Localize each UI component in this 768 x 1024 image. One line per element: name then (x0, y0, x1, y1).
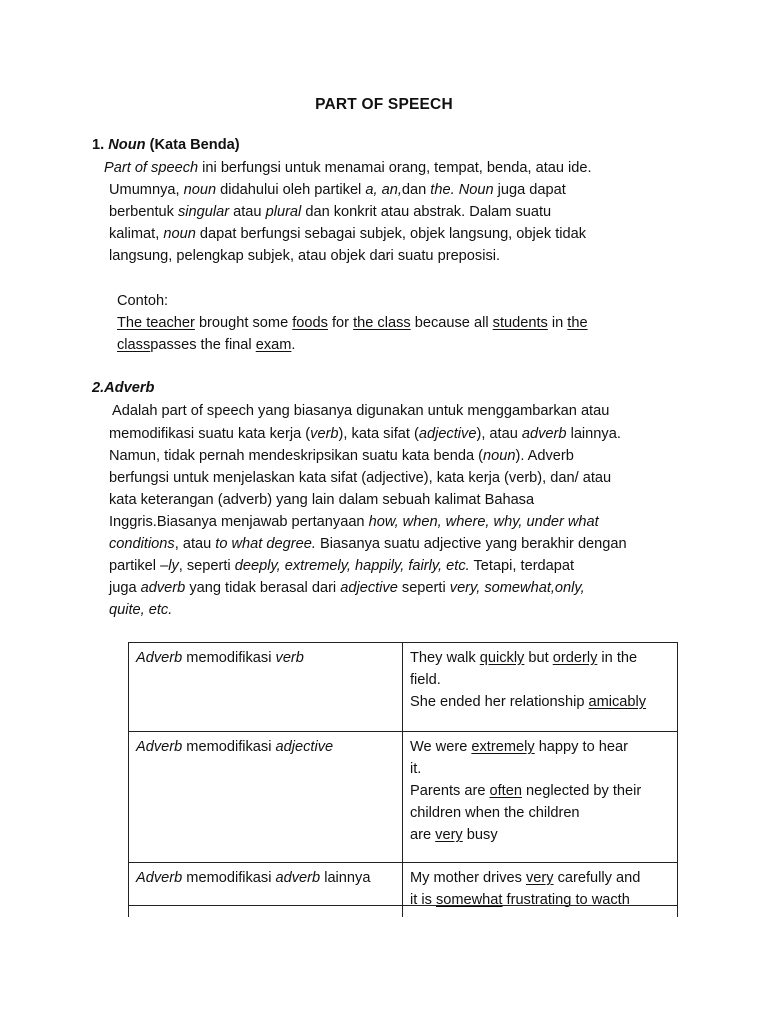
text-run: ini berfungsi untuk menamai orang, tempat, benda, atau ide. (198, 160, 592, 176)
cell-line (410, 758, 670, 780)
italic-text: how, when, where, why, under what (368, 514, 599, 530)
text-run: neglected by their (521, 783, 642, 799)
underlined-word: amicably (588, 694, 647, 710)
italic-text: quite, etc. (109, 602, 173, 618)
adverb-heading-text: 2.Adverb (92, 380, 155, 396)
noun-paragraph-line (109, 246, 500, 266)
text-run: lainnya. (566, 426, 621, 442)
text-run: She ended her relationship (410, 694, 589, 710)
noun-paragraph-line (109, 202, 551, 222)
cell-line (410, 691, 670, 713)
italic-text: plural (265, 204, 302, 220)
text-run: memodifikasi (182, 739, 276, 755)
underlined-word: The teacher (117, 315, 195, 331)
text-run: Tetapi, terdapat (469, 558, 575, 574)
underlined-word: very (525, 870, 554, 886)
text-run: . (291, 337, 296, 353)
text-run: , seperti (178, 558, 235, 574)
italic-text: ly (168, 558, 179, 574)
noun-example-line (117, 313, 588, 333)
text-run: are (410, 827, 436, 843)
table-cell-example (403, 643, 678, 732)
italic-text: Adverb (136, 650, 183, 666)
underlined-word: students (492, 315, 548, 331)
text-run: memodifikasi (182, 650, 276, 666)
underlined-word: quickly (479, 650, 525, 666)
italic-text: noun (163, 226, 196, 242)
italic-text: adverb (521, 426, 567, 442)
text-run: field. (410, 672, 441, 688)
italic-text: noun (482, 448, 516, 464)
text-run: for (327, 315, 354, 331)
text-run: frustrating to wacth (502, 892, 630, 908)
text-run: passes the final (150, 337, 256, 353)
adverb-paragraph-line (109, 490, 534, 510)
underlined-word: the (567, 315, 588, 331)
text-run: ), atau (476, 426, 522, 442)
table-row (129, 732, 678, 863)
adverb-paragraph-line (109, 446, 574, 466)
text-run: kata keterangan (adverb) yang lain dalam sebuah kalimat Bahasa (109, 492, 535, 508)
italic-text: conditions (109, 536, 175, 552)
adverb-examples-table (128, 642, 678, 917)
text-run: didahului oleh partikel (216, 182, 366, 198)
text-run: memodifikasi (182, 870, 276, 886)
noun-heading (92, 135, 240, 155)
italic-text: very, somewhat,only, (449, 580, 585, 596)
adverb-paragraph-line (109, 468, 611, 488)
cell-line (410, 889, 670, 911)
italic-text: adverb (140, 580, 186, 596)
text-run: it is (410, 892, 436, 908)
table-cell-example (403, 863, 678, 918)
text-run: Biasanya suatu adjective yang berakhir dengan (315, 536, 627, 552)
italic-text: adjective (275, 739, 334, 755)
text-run: Umumnya, (109, 182, 184, 198)
table-cell-usage (129, 643, 403, 732)
text-run: My mother drives (410, 870, 526, 886)
text-run: Parents are (410, 783, 490, 799)
cell-line (410, 867, 670, 889)
noun-example-line (117, 335, 295, 355)
text-run: partikel – (109, 558, 169, 574)
noun-heading-term: Noun (108, 137, 146, 153)
italic-text: to what degree. (215, 536, 316, 552)
text-run: berfungsi untuk menjelaskan kata sifat (adjective), kata kerja (verb), dan/ atau (109, 470, 612, 486)
italic-text: deeply, extremely, happily, fairly, etc. (234, 558, 470, 574)
table-row (129, 643, 678, 732)
adverb-paragraph-line (109, 556, 574, 576)
text-run: They walk (410, 650, 480, 666)
text-run: seperti (397, 580, 450, 596)
text-run: atau (229, 204, 266, 220)
text-run: in the (597, 650, 638, 666)
text-run: lainnya (320, 870, 371, 886)
text-run: Namun, tidak pernah mendeskripsikan suatu kata benda ( (109, 448, 483, 464)
text-run: happy to hear (534, 739, 628, 755)
table-cell-usage (129, 863, 403, 918)
text-run: brought some (194, 315, 293, 331)
text-run: ). Adverb (515, 448, 574, 464)
noun-heading-number: 1. (92, 137, 105, 153)
cell-line (410, 647, 670, 669)
adverb-paragraph-line (112, 401, 609, 421)
adverb-heading (92, 378, 154, 398)
italic-text: the. (430, 182, 455, 198)
text-run: berbentuk (109, 204, 178, 220)
italic-text: Adverb (136, 739, 183, 755)
table-row (129, 863, 678, 918)
underlined-word: somewhat (435, 892, 503, 908)
text-run: yang tidak berasal dari (185, 580, 341, 596)
noun-paragraph-line (104, 158, 592, 178)
text-run: langsung, pelengkap subjek, atau objek dari suatu preposisi. (109, 248, 501, 264)
text-run: ), kata sifat ( (338, 426, 419, 442)
adverb-paragraph-line (109, 512, 599, 532)
underlined-word: foods (292, 315, 328, 331)
cell-line (410, 736, 670, 758)
cell-line (410, 802, 670, 824)
text-run: because all (410, 315, 493, 331)
text-run: Adalah part of speech yang biasanya digunakan untuk menggambarkan atau (112, 403, 610, 419)
noun-heading-rest: (Kata Benda) (149, 137, 240, 153)
text-run: We were (410, 739, 472, 755)
italic-text: adjective (340, 580, 398, 596)
adverb-paragraph-line (109, 424, 621, 444)
cell-line (410, 824, 670, 846)
text-run: dan konkrit atau abstrak. Dalam suatu (301, 204, 552, 220)
text-run: busy (462, 827, 498, 843)
noun-paragraph-line (109, 180, 566, 200)
text-run: kalimat, (109, 226, 164, 242)
underlined-word: class (117, 337, 151, 353)
text-run: carefully and (553, 870, 641, 886)
table-cell-usage (129, 732, 403, 863)
text-run: memodifikasi suatu kata kerja ( (109, 426, 311, 442)
italic-text: verb (310, 426, 339, 442)
text-run: dan (401, 182, 431, 198)
italic-text: Noun (458, 182, 494, 198)
adverb-paragraph-line (109, 534, 627, 554)
text-run: Inggris.Biasanya menjawab pertanyaan (109, 514, 369, 530)
noun-paragraph-line (109, 224, 586, 244)
cell-line (136, 867, 395, 889)
italic-text: Part of speech (104, 160, 199, 176)
italic-text: a, an, (365, 182, 402, 198)
noun-example-label: Contoh: (117, 293, 169, 309)
text-run: but (524, 650, 553, 666)
adverb-paragraph-line (109, 600, 172, 620)
italic-text: verb (275, 650, 304, 666)
page-title: PART OF SPEECH (315, 96, 453, 113)
cell-line (136, 647, 395, 669)
text-run: juga (109, 580, 141, 596)
text-run: children when the children (410, 805, 580, 821)
cell-line (410, 669, 670, 691)
underlined-word: orderly (552, 650, 598, 666)
cell-line (136, 736, 395, 758)
text-run: in (547, 315, 568, 331)
underlined-word: exam (255, 337, 292, 353)
adverb-paragraph-line (109, 578, 585, 598)
underlined-word: the class (353, 315, 411, 331)
underlined-word: very (435, 827, 463, 843)
text-run: dapat berfungsi sebagai subjek, objek langsung, objek tidak (195, 226, 587, 242)
underlined-word: extremely (471, 739, 535, 755)
text-run: juga dapat (493, 182, 566, 198)
italic-text: singular (177, 204, 230, 220)
text-run: it. (410, 761, 422, 777)
cell-line (410, 780, 670, 802)
italic-text: Adverb (136, 870, 183, 886)
underlined-word: often (489, 783, 522, 799)
italic-text: adjective (418, 426, 477, 442)
italic-text: adverb (275, 870, 321, 886)
table-cell-example (403, 732, 678, 863)
table-bottom-border (128, 905, 678, 906)
text-run: , atau (174, 536, 216, 552)
italic-text: noun (183, 182, 217, 198)
